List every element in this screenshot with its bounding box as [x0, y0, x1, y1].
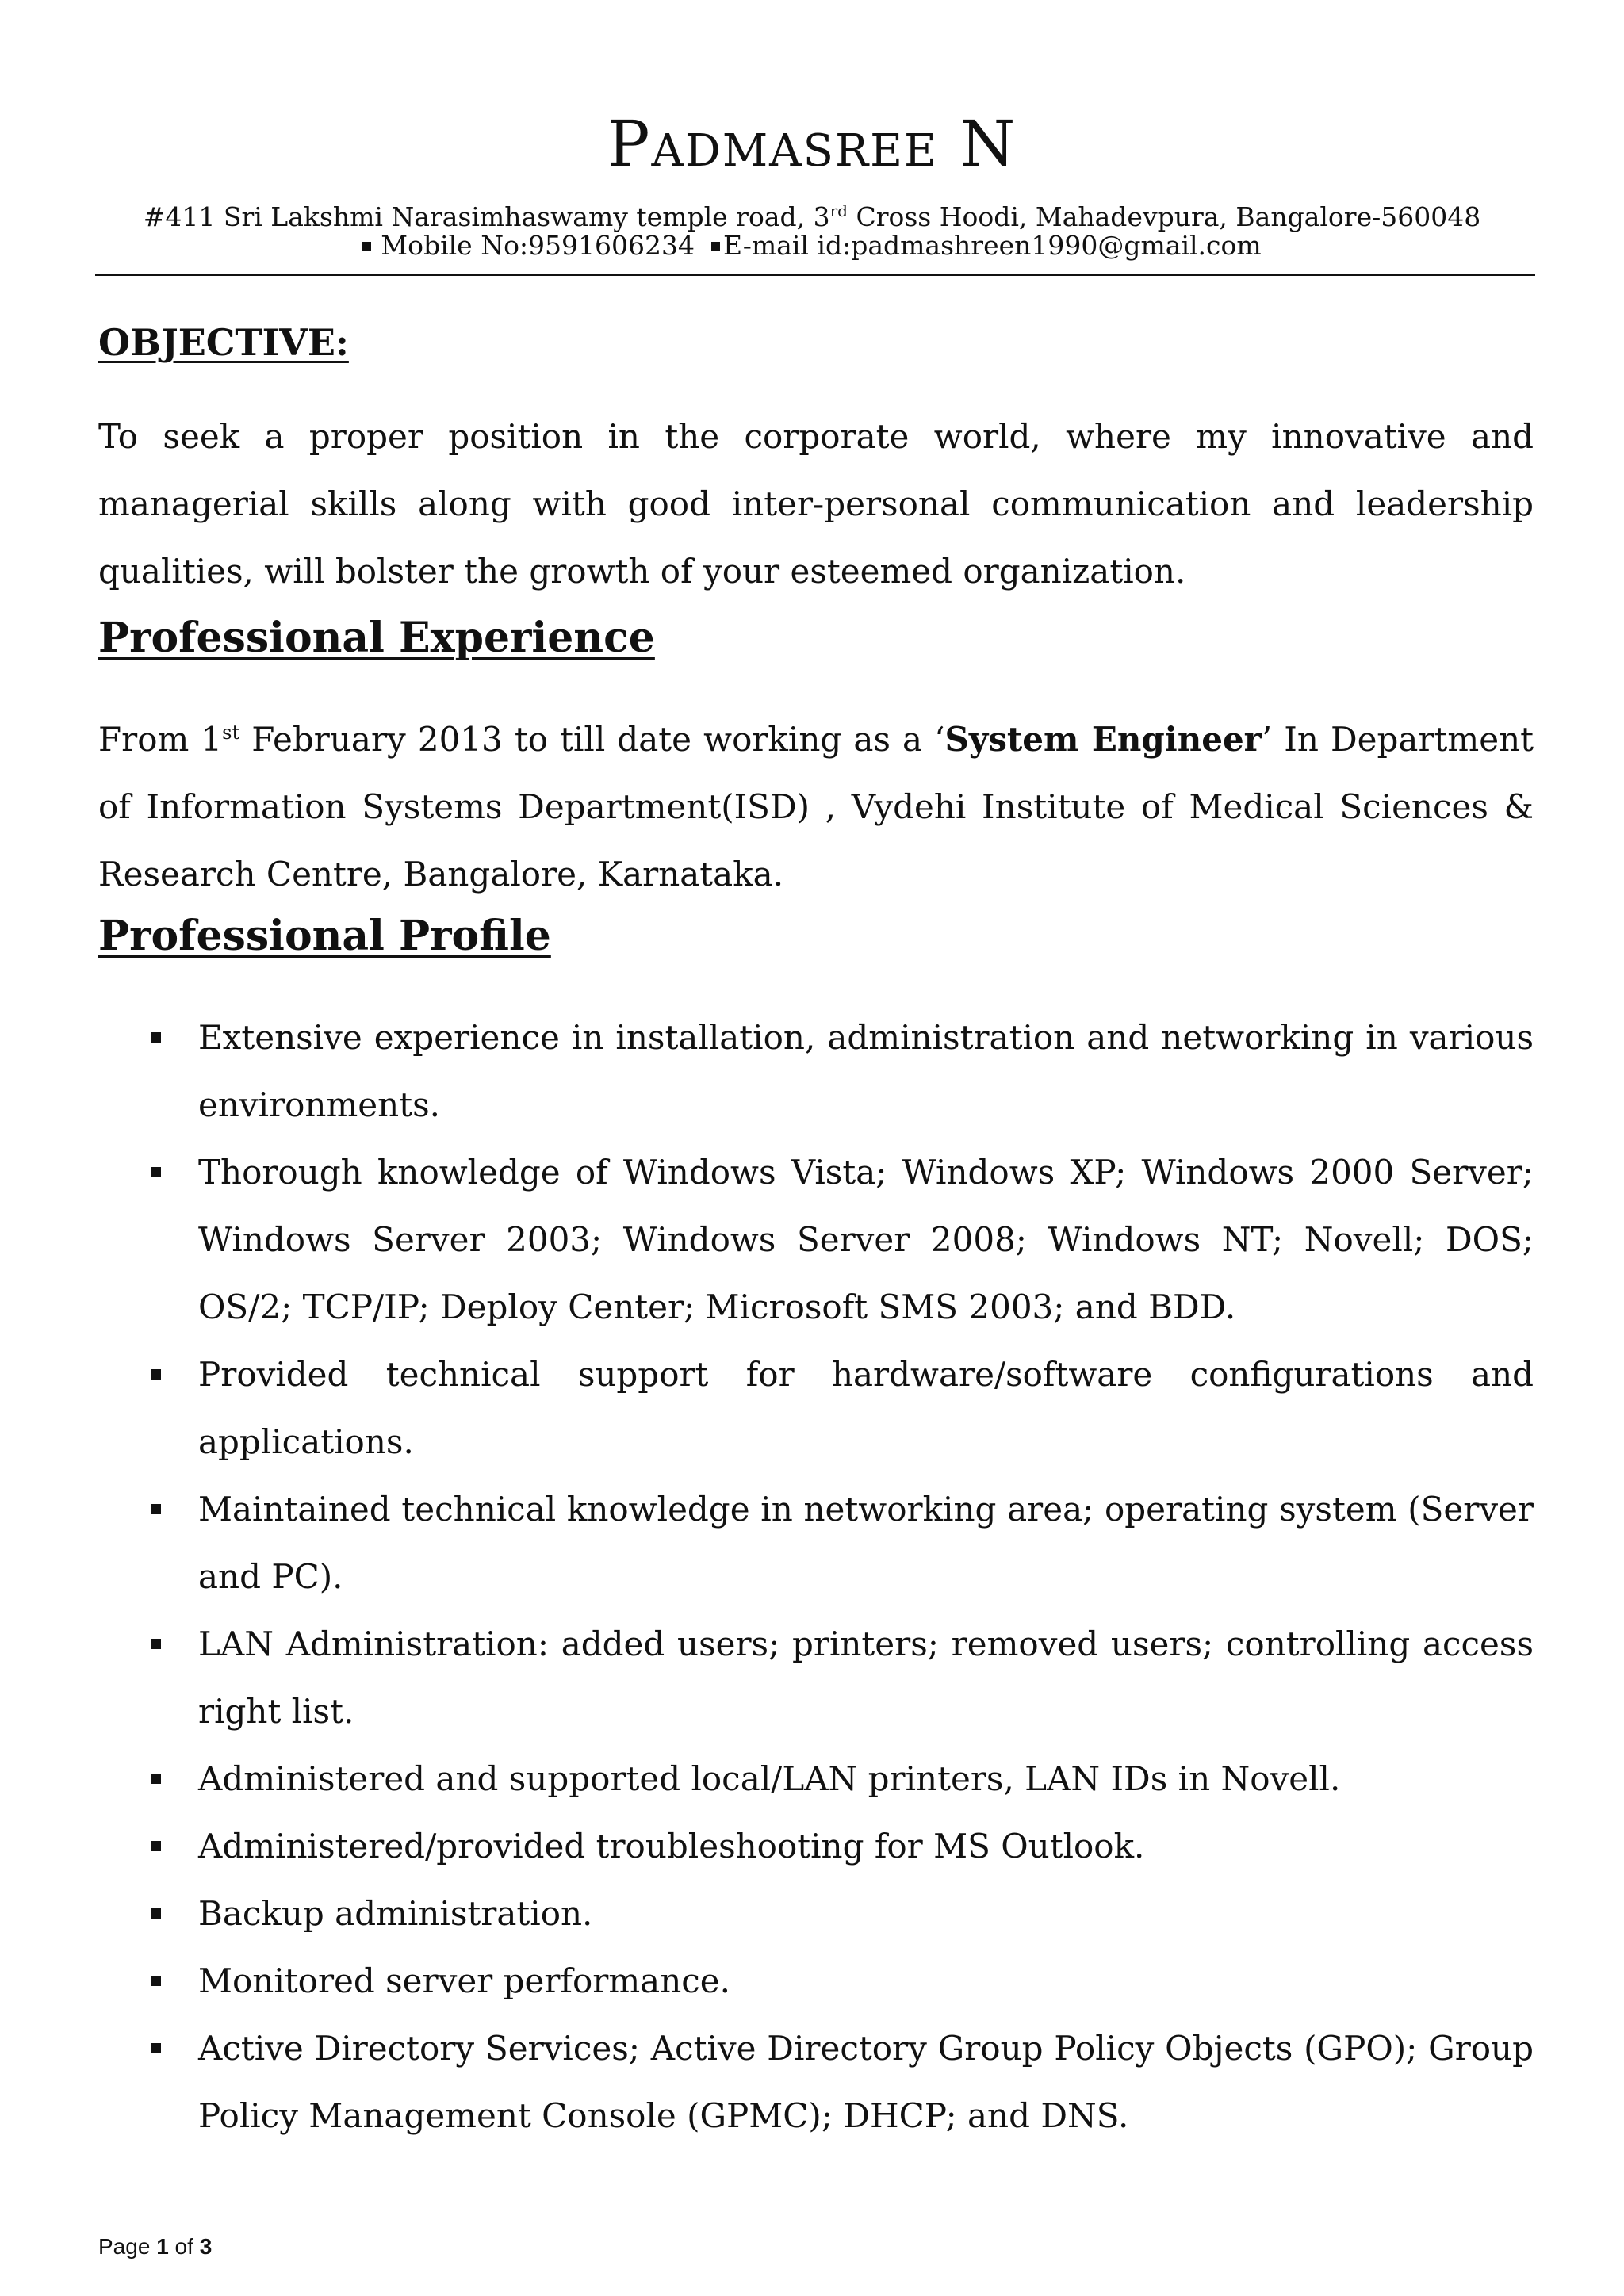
list-item-text: Active Directory Services; Active Directory Group Policy Objects (GPO); Group Policy Management Console (GPMC); DHCP; and DNS.: [198, 2029, 1534, 2135]
address-text-end: Cross Hoodi, Mahadevpura, Bangalore-560048: [847, 201, 1481, 232]
square-bullet-icon: [711, 242, 720, 251]
list-item: [98, 1004, 1534, 1138]
mobile-number: Mobile No:9591606234: [381, 230, 695, 261]
page-label: Page: [98, 2234, 151, 2259]
square-bullet-icon: [151, 1167, 161, 1177]
list-item-text: Backup administration.: [198, 1894, 593, 1933]
list-item-text: Provided technical support for hardware/software configurations and applications.: [198, 1355, 1534, 1461]
list-item: [98, 2015, 1534, 2149]
profile-list: [98, 1004, 1534, 2149]
list-item-text: Administered and supported local/LAN printers, LAN IDs in Novell.: [198, 1759, 1341, 1798]
experience-text-start: From 1: [98, 720, 223, 759]
list-item-text: LAN Administration: added users; printers; removed users; controlling access right list.: [198, 1624, 1534, 1731]
page-current: 1: [156, 2234, 169, 2259]
list-item: [98, 1947, 1534, 2015]
list-item: [98, 1138, 1534, 1341]
square-bullet-icon: [151, 1504, 161, 1514]
experience-text-end: ’ In Department of Information Systems Department(ISD) , Vydehi Institute of Medical Sciences & Research Centre, Bangalore, Karnataka.: [98, 720, 1534, 894]
address-text-start: #411 Sri Lakshmi Narasimhaswamy temple road, 3: [143, 201, 830, 232]
square-bullet-icon: [151, 1369, 161, 1380]
square-bullet-icon: [151, 2043, 161, 2053]
page-total: 3: [199, 2234, 213, 2259]
candidate-name: Padmasree N: [607, 107, 1017, 181]
square-bullet-icon: [151, 1639, 161, 1649]
list-item: [98, 1341, 1534, 1475]
experience-heading: Professional Experience: [98, 614, 655, 662]
experience-text-middle: February 2013 to till date working as a ‘: [239, 720, 945, 759]
square-bullet-icon: [151, 1032, 161, 1043]
list-item-text: Thorough knowledge of Windows Vista; Windows XP; Windows 2000 Server; Windows Server 2003; Windows Server 2008; Windows NT; Novell; DOS; OS/2; TCP/IP; Deploy Center; Microsoft SMS 2003; and BDD.: [198, 1153, 1534, 1326]
square-bullet-icon: [151, 1841, 161, 1851]
experience-ordinal-suffix: st: [222, 721, 240, 744]
experience-role: System Engineer: [944, 720, 1262, 759]
square-bullet-icon: [151, 1976, 161, 1986]
list-item: [98, 1610, 1534, 1745]
list-item-text: Administered/provided troubleshooting for MS Outlook.: [198, 1827, 1145, 1866]
square-bullet-icon: [362, 242, 371, 251]
list-item: [98, 1745, 1534, 1812]
address-ordinal-suffix: rd: [829, 201, 848, 220]
experience-text: [98, 699, 1534, 908]
list-item-text: Maintained technical knowledge in networking area; operating system (Server and PC).: [198, 1490, 1534, 1596]
list-item: [98, 1880, 1534, 1947]
header-divider: [95, 274, 1535, 276]
list-item: [98, 1475, 1534, 1610]
square-bullet-icon: [151, 1908, 161, 1919]
page-of-label: of: [174, 2234, 193, 2259]
list-item: [98, 1812, 1534, 1880]
email-address: E-mail id:padmashreen1990@gmail.com: [723, 230, 1262, 261]
list-item-text: Extensive experience in installation, administration and networking in various environments.: [198, 1018, 1534, 1124]
profile-heading: Professional Profile: [98, 912, 551, 960]
contact-line: [0, 228, 1624, 263]
objective-heading: OBJECTIVE:: [98, 321, 349, 364]
list-item-text: Monitored server performance.: [198, 1961, 730, 2000]
page-number: [98, 2233, 212, 2261]
square-bullet-icon: [151, 1774, 161, 1784]
objective-text: To seek a proper position in the corporate world, where my innovative and managerial skills along with good inter-personal communication and leadership qualities, will bolster the growth of your esteemed organization.: [98, 417, 1534, 591]
